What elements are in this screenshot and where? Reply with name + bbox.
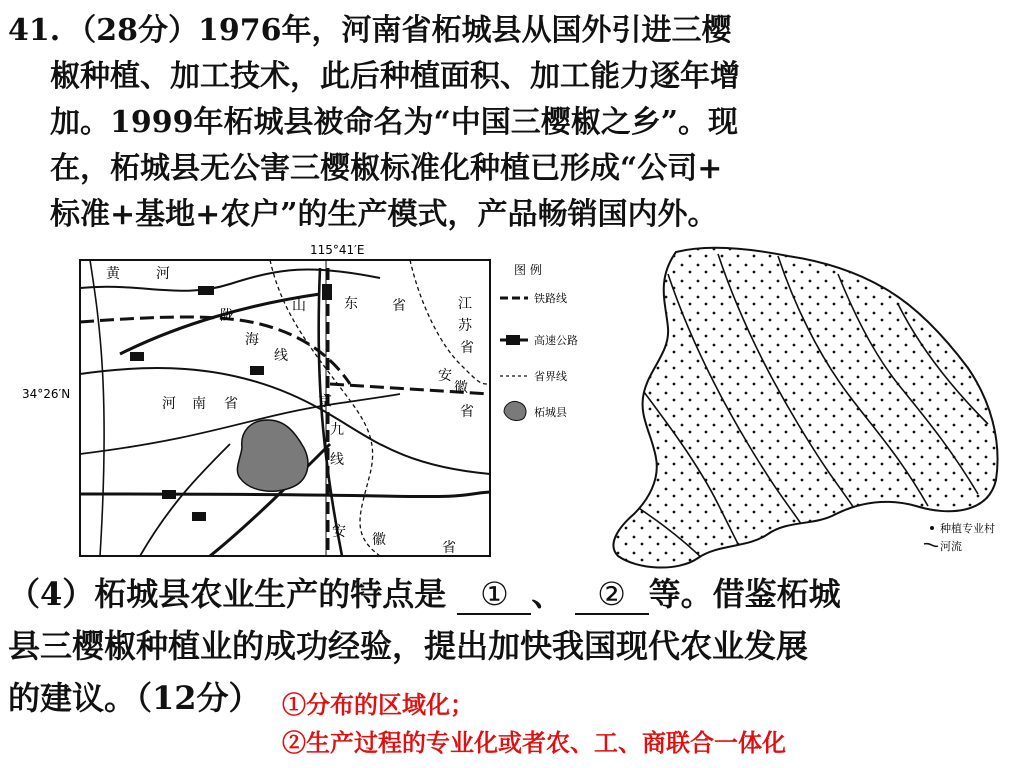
label-jing: 京	[318, 394, 332, 410]
label-hui-2: 徽	[372, 532, 386, 548]
legend-village: 种植专业村	[940, 522, 995, 535]
map-frame	[80, 260, 490, 556]
label-dong: 东	[344, 296, 358, 312]
label-sheng-4: 省	[442, 540, 456, 556]
village-dot-icon	[930, 526, 934, 530]
label-jiu: 九	[330, 422, 344, 438]
intro-line-5: 标准+基地+农户”的生产模式，产品畅销国内外。	[50, 197, 718, 232]
label-hai: 海	[245, 332, 259, 348]
sub-question-line-1: （4）柘城县农业生产的特点是 ① 、 ② 等。借鉴柘城	[8, 575, 841, 613]
label-an-2: 安	[332, 524, 346, 540]
label-sheng-1: 省	[392, 298, 406, 314]
highway-shield	[506, 335, 520, 345]
longitude-label: 115°41′E	[310, 243, 365, 257]
answer-key	[282, 686, 786, 762]
county-boundary	[613, 248, 997, 568]
question-intro	[8, 8, 1008, 238]
legend-highway: 高速公路	[534, 334, 578, 347]
label-xian-2: 线	[330, 452, 344, 468]
label-hui-1: 徽	[454, 380, 468, 396]
latitude-label: 34°26′N	[22, 387, 71, 401]
answer-2: ②生产过程的专业化或者农、工、商联合一体化	[282, 728, 786, 757]
intro-line-4: 在，柘城县无公害三樱椒标准化种植已形成“公司+	[50, 151, 723, 186]
label-shan: 山	[292, 298, 306, 314]
legend-railway: 铁路线	[534, 292, 567, 305]
label-he-nan-1: 河	[162, 396, 176, 412]
question-number: 41.	[8, 13, 61, 48]
county-detail-map	[598, 244, 1008, 574]
label-jiang: 江	[458, 296, 472, 312]
highway-shield	[250, 366, 264, 375]
highway-shield	[130, 352, 144, 361]
label-huang: 黄	[106, 266, 120, 282]
legend-river: 河流	[940, 540, 962, 553]
sub-question-line-3: 的建议。（12分）	[8, 679, 261, 717]
legend-border: 省界线	[534, 370, 567, 383]
location-map	[22, 243, 600, 560]
county-map-legend	[924, 521, 995, 553]
label-long: 陇	[220, 308, 234, 324]
intro-line-3: 加。1999年柘城县被命名为“中国三樱椒之乡”。现	[50, 105, 739, 140]
highway-shield	[192, 512, 206, 521]
legend-title: 图 例	[514, 263, 542, 277]
label-he-nan-2: 南	[192, 396, 206, 412]
label-an-1: 安	[438, 368, 452, 384]
intro-line-1: 41. （28分）1976年，河南省柘城县从国外引进三樱	[8, 13, 732, 48]
answer-blank-1: ①	[457, 575, 531, 615]
map-legend	[500, 262, 578, 420]
legend-county-symbol	[504, 401, 526, 420]
river-icon	[924, 544, 938, 547]
answer-blank-2: ②	[575, 575, 649, 615]
highway-shield	[162, 490, 176, 499]
sub-question-line-2: 县三樱椒种植业的成功经验，提出加快我国现代农业发展	[8, 627, 809, 665]
highway-shield	[198, 286, 214, 295]
intro-line-2: 椒种植、加工技术，此后种植面积、加工能力逐年增	[50, 59, 740, 94]
label-xian: 线	[274, 348, 288, 364]
label-sheng-3: 省	[460, 404, 474, 420]
highway-shield	[322, 284, 332, 300]
legend-county: 柘城县	[534, 406, 567, 419]
label-he-nan-3: 省	[224, 396, 238, 412]
answer-1: ①分布的区域化；	[282, 690, 474, 719]
label-he: 河	[156, 266, 170, 282]
label-su: 苏	[458, 318, 472, 334]
label-sheng-2: 省	[460, 340, 474, 356]
